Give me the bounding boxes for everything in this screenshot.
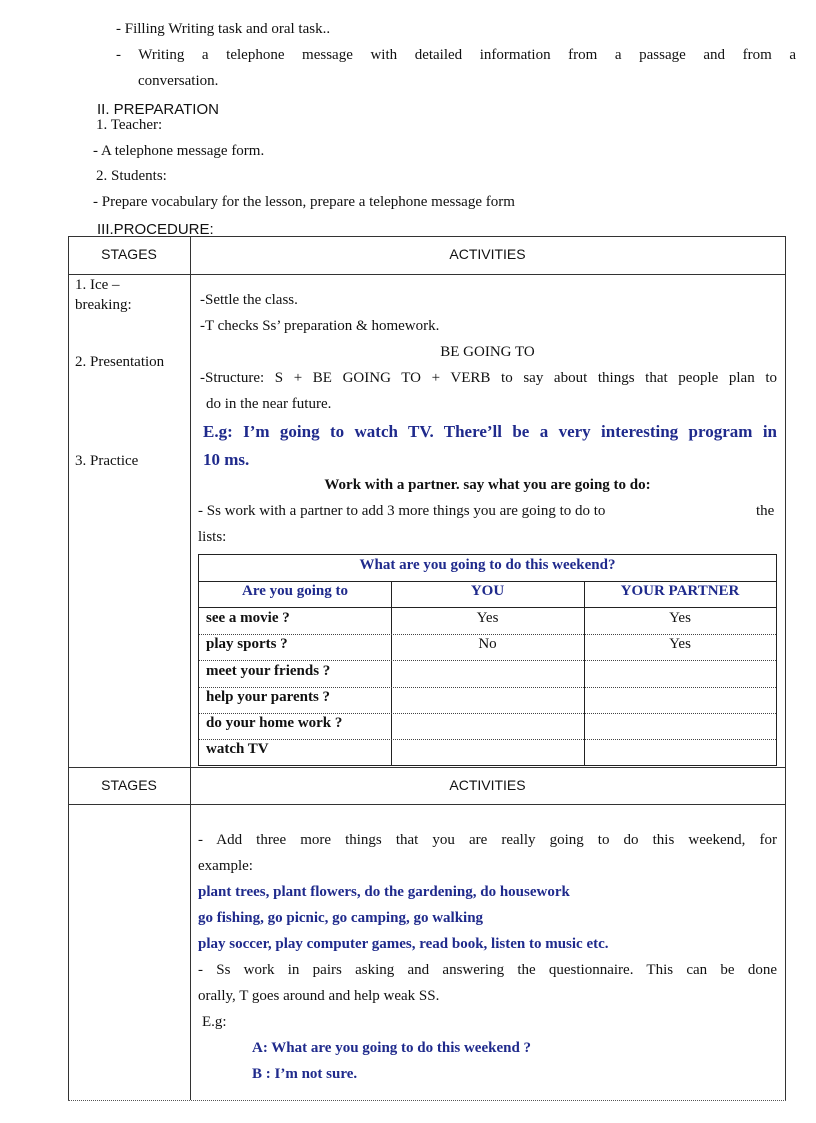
- table-border-bottom: [68, 1100, 786, 1101]
- dialogue-b: B : I’m not sure.: [252, 1066, 358, 1082]
- table-column-divider: [190, 236, 191, 1100]
- eg-label: E.g:: [202, 1014, 227, 1030]
- table-row-you: No: [478, 636, 497, 652]
- bullet-dash: -: [93, 194, 98, 210]
- stage-ice-1: 1. Ice –: [75, 277, 120, 293]
- add-things-2: example:: [198, 858, 253, 874]
- header2-stages: STAGES: [101, 777, 157, 793]
- stage-ice-2: breaking:: [75, 297, 132, 313]
- questionnaire-row-divider: [199, 713, 776, 714]
- table-row-activity: watch TV: [206, 741, 269, 757]
- questionnaire-col-activity: Are you going to: [242, 583, 348, 599]
- questionnaire-row-divider: [199, 739, 776, 740]
- teacher-bullet: [93, 143, 264, 160]
- questionnaire-title-divider: [199, 581, 776, 582]
- add-things-1: - Add three more things that you are really going to do this weekend, for: [198, 832, 777, 848]
- table-row-partner: Yes: [669, 610, 691, 626]
- questionnaire-title: What are you going to do this weekend?: [359, 557, 616, 573]
- questionnaire-col-partner: YOUR PARTNER: [620, 583, 740, 599]
- table-row-activity: play sports ?: [206, 636, 288, 652]
- questionnaire-row-divider: [199, 687, 776, 688]
- practice-work-1: - Ss work with a partner to add 3 more things you are going to do to: [198, 503, 606, 519]
- pairs-2: orally, T goes around and help weak SS.: [198, 988, 440, 1004]
- activity-settle: -Settle the class.: [200, 292, 298, 308]
- table-border-left: [68, 236, 69, 1100]
- table-row-activity: meet your friends ?: [206, 663, 331, 679]
- table-header2-divider: [68, 804, 786, 805]
- dialogue-a: A: What are you going to do this weekend ?: [252, 1040, 532, 1056]
- procedure-heading: III.PROCEDURE:: [97, 221, 214, 235]
- objective-1: - Filling Writing task and oral task..: [116, 21, 331, 37]
- practice-work-1-end: the: [756, 503, 775, 519]
- objective-2: - Writing a telephone message with detailed information from a passage and from a: [116, 47, 796, 63]
- activity-structure-1: -Structure: S + BE GOING TO + VERB to say about things that people plan to: [200, 370, 777, 386]
- preparation-heading: II. PREPARATION: [97, 101, 219, 118]
- table-row-partner: Yes: [669, 636, 691, 652]
- practice-title: Work with a partner. say what you are going to do:: [324, 477, 651, 493]
- questionnaire-col-divider-2: [584, 581, 585, 765]
- teacher-label: 1. Teacher:: [96, 117, 163, 133]
- table-section-divider: [68, 767, 786, 768]
- questionnaire-table: [198, 554, 777, 766]
- objective-2-cont: conversation.: [138, 73, 219, 89]
- table-header-divider: [68, 274, 786, 275]
- bullet-dash: -: [93, 143, 98, 159]
- example-list-3: play soccer, play computer games, read book, listen to music etc.: [198, 936, 609, 952]
- students-item: Prepare vocabulary for the lesson, prepare a telephone message form: [101, 194, 515, 210]
- header-activities: ACTIVITIES: [449, 246, 526, 262]
- activity-checks: -T checks Ss’ preparation & homework.: [200, 318, 440, 334]
- activity-example-2: 10 ms.: [203, 450, 250, 469]
- questionnaire-row-divider: [199, 660, 776, 661]
- table-row-activity: see a movie ?: [206, 610, 290, 626]
- stage-presentation: 2. Presentation: [75, 354, 165, 370]
- example-list-1: plant trees, plant flowers, do the gardening, do housework: [198, 884, 570, 900]
- practice-work-2: lists:: [198, 529, 227, 545]
- questionnaire-row-divider: [199, 634, 776, 635]
- table-row-activity: help your parents ?: [206, 689, 331, 705]
- questionnaire-col-you: YOU: [470, 583, 505, 599]
- table-row-you: Yes: [476, 610, 499, 626]
- header-stages: STAGES: [101, 246, 157, 262]
- pairs-1: - Ss work in pairs asking and answering the questionnaire. This can be done: [198, 962, 777, 978]
- activity-structure-2: do in the near future.: [206, 396, 332, 412]
- stage-practice: 3. Practice: [75, 453, 139, 469]
- questionnaire-header-divider: [199, 607, 776, 608]
- students-label: 2. Students:: [96, 168, 167, 184]
- table-row-activity: do your home work ?: [206, 715, 343, 731]
- header2-activities: ACTIVITIES: [449, 777, 526, 793]
- activity-example-1: E.g: I’m going to watch TV. There’ll be a very interesting program in: [203, 422, 777, 441]
- table-border-top: [68, 236, 786, 237]
- example-list-2: go fishing, go picnic, go camping, go walking: [198, 910, 484, 926]
- students-bullet: [93, 194, 515, 211]
- questionnaire-col-divider-1: [391, 581, 392, 765]
- teacher-item: A telephone message form.: [100, 143, 265, 159]
- table-border-right: [785, 236, 786, 1100]
- activity-topic: BE GOING TO: [440, 344, 535, 360]
